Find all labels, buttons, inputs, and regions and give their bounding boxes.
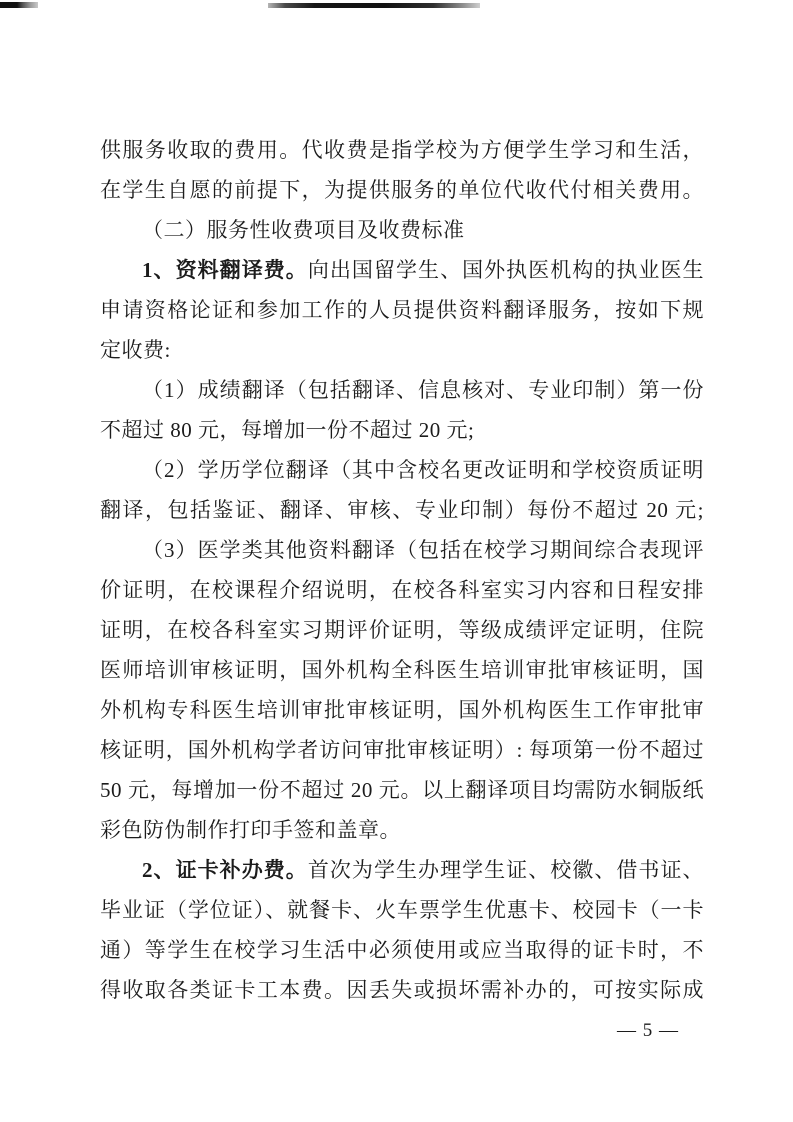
page-number: — 5 — [617, 1020, 679, 1041]
text-segment: 医师培训审核证明，国外机构全科医生培训审批审核证明，国 [100, 658, 704, 682]
text-line [100, 130, 704, 170]
text-line [100, 530, 704, 570]
text-line [100, 850, 704, 890]
text-line [100, 570, 704, 610]
bold-text-segment: 2、证卡补办费。 [142, 858, 308, 882]
text-segment: 核证明，国外机构学者访问审批审核证明）: 每项第一份不超过 [100, 738, 704, 762]
text-line [100, 330, 704, 370]
text-segment: 价证明，在校课程介绍说明，在校各科室实习内容和日程安排 [100, 578, 704, 602]
text-line [100, 690, 704, 730]
scan-artifact-top-band [268, 3, 480, 8]
text-segment: 供服务收取的费用。代收费是指学校为方便学生学习和生活， [100, 138, 704, 162]
text-line [100, 890, 704, 930]
text-line [100, 450, 704, 490]
text-segment: 通）等学生在校学习生活中必须使用或应当取得的证卡时，不 [100, 938, 704, 962]
scan-artifact-top-left [0, 2, 38, 8]
text-segment: 定收费: [100, 338, 171, 362]
text-segment: 申请资格论证和参加工作的人员提供资料翻译服务，按如下规 [100, 298, 704, 322]
text-line [100, 770, 704, 810]
text-segment: （1）成绩翻译（包括翻译、信息核对、专业印制）第一份 [142, 378, 704, 402]
text-line [100, 210, 704, 250]
text-segment: 首次为学生办理学生证、校徽、借书证、 [307, 858, 705, 882]
text-line [100, 170, 704, 210]
text-line [100, 730, 704, 770]
text-segment: 不超过 80 元，每增加一份不超过 20 元; [100, 418, 475, 442]
text-line [100, 970, 704, 1010]
text-segment: 50 元，每增加一份不超过 20 元。以上翻译项目均需防水铜版纸 [100, 778, 704, 802]
document-body [100, 130, 704, 1010]
text-line [100, 370, 704, 410]
text-segment: 向出国留学生、国外执医机构的执业医生 [307, 258, 705, 282]
text-segment: （2）学历学位翻译（其中含校名更改证明和学校资质证明 [142, 458, 704, 482]
text-line [100, 290, 704, 330]
text-segment: 在学生自愿的前提下，为提供服务的单位代收代付相关费用。 [100, 178, 704, 202]
text-line [100, 810, 704, 850]
text-line [100, 250, 704, 290]
text-segment: 外机构专科医生培训审批审核证明，国外机构医生工作审批审 [100, 698, 704, 722]
text-segment: 得收取各类证卡工本费。因丢失或损坏需补办的，可按实际成 [100, 978, 704, 1002]
text-segment: 彩色防伪制作打印手签和盖章。 [100, 818, 401, 842]
text-line [100, 650, 704, 690]
text-segment: （二）服务性收费项目及收费标准 [142, 218, 465, 242]
text-line [100, 930, 704, 970]
text-segment: （3）医学类其他资料翻译（包括在校学习期间综合表现评 [142, 538, 704, 562]
text-segment: 证明，在校各科室实习期评价证明，等级成绩评定证明，住院 [100, 618, 704, 642]
bold-text-segment: 1、资料翻译费。 [142, 258, 308, 282]
text-segment: 翻译，包括鉴证、翻译、审核、专业印制）每份不超过 20 元; [100, 498, 704, 522]
text-line [100, 610, 704, 650]
text-segment: 毕业证（学位证）、就餐卡、火车票学生优惠卡、校园卡（一卡 [100, 898, 704, 922]
text-line [100, 490, 704, 530]
text-line [100, 410, 704, 450]
